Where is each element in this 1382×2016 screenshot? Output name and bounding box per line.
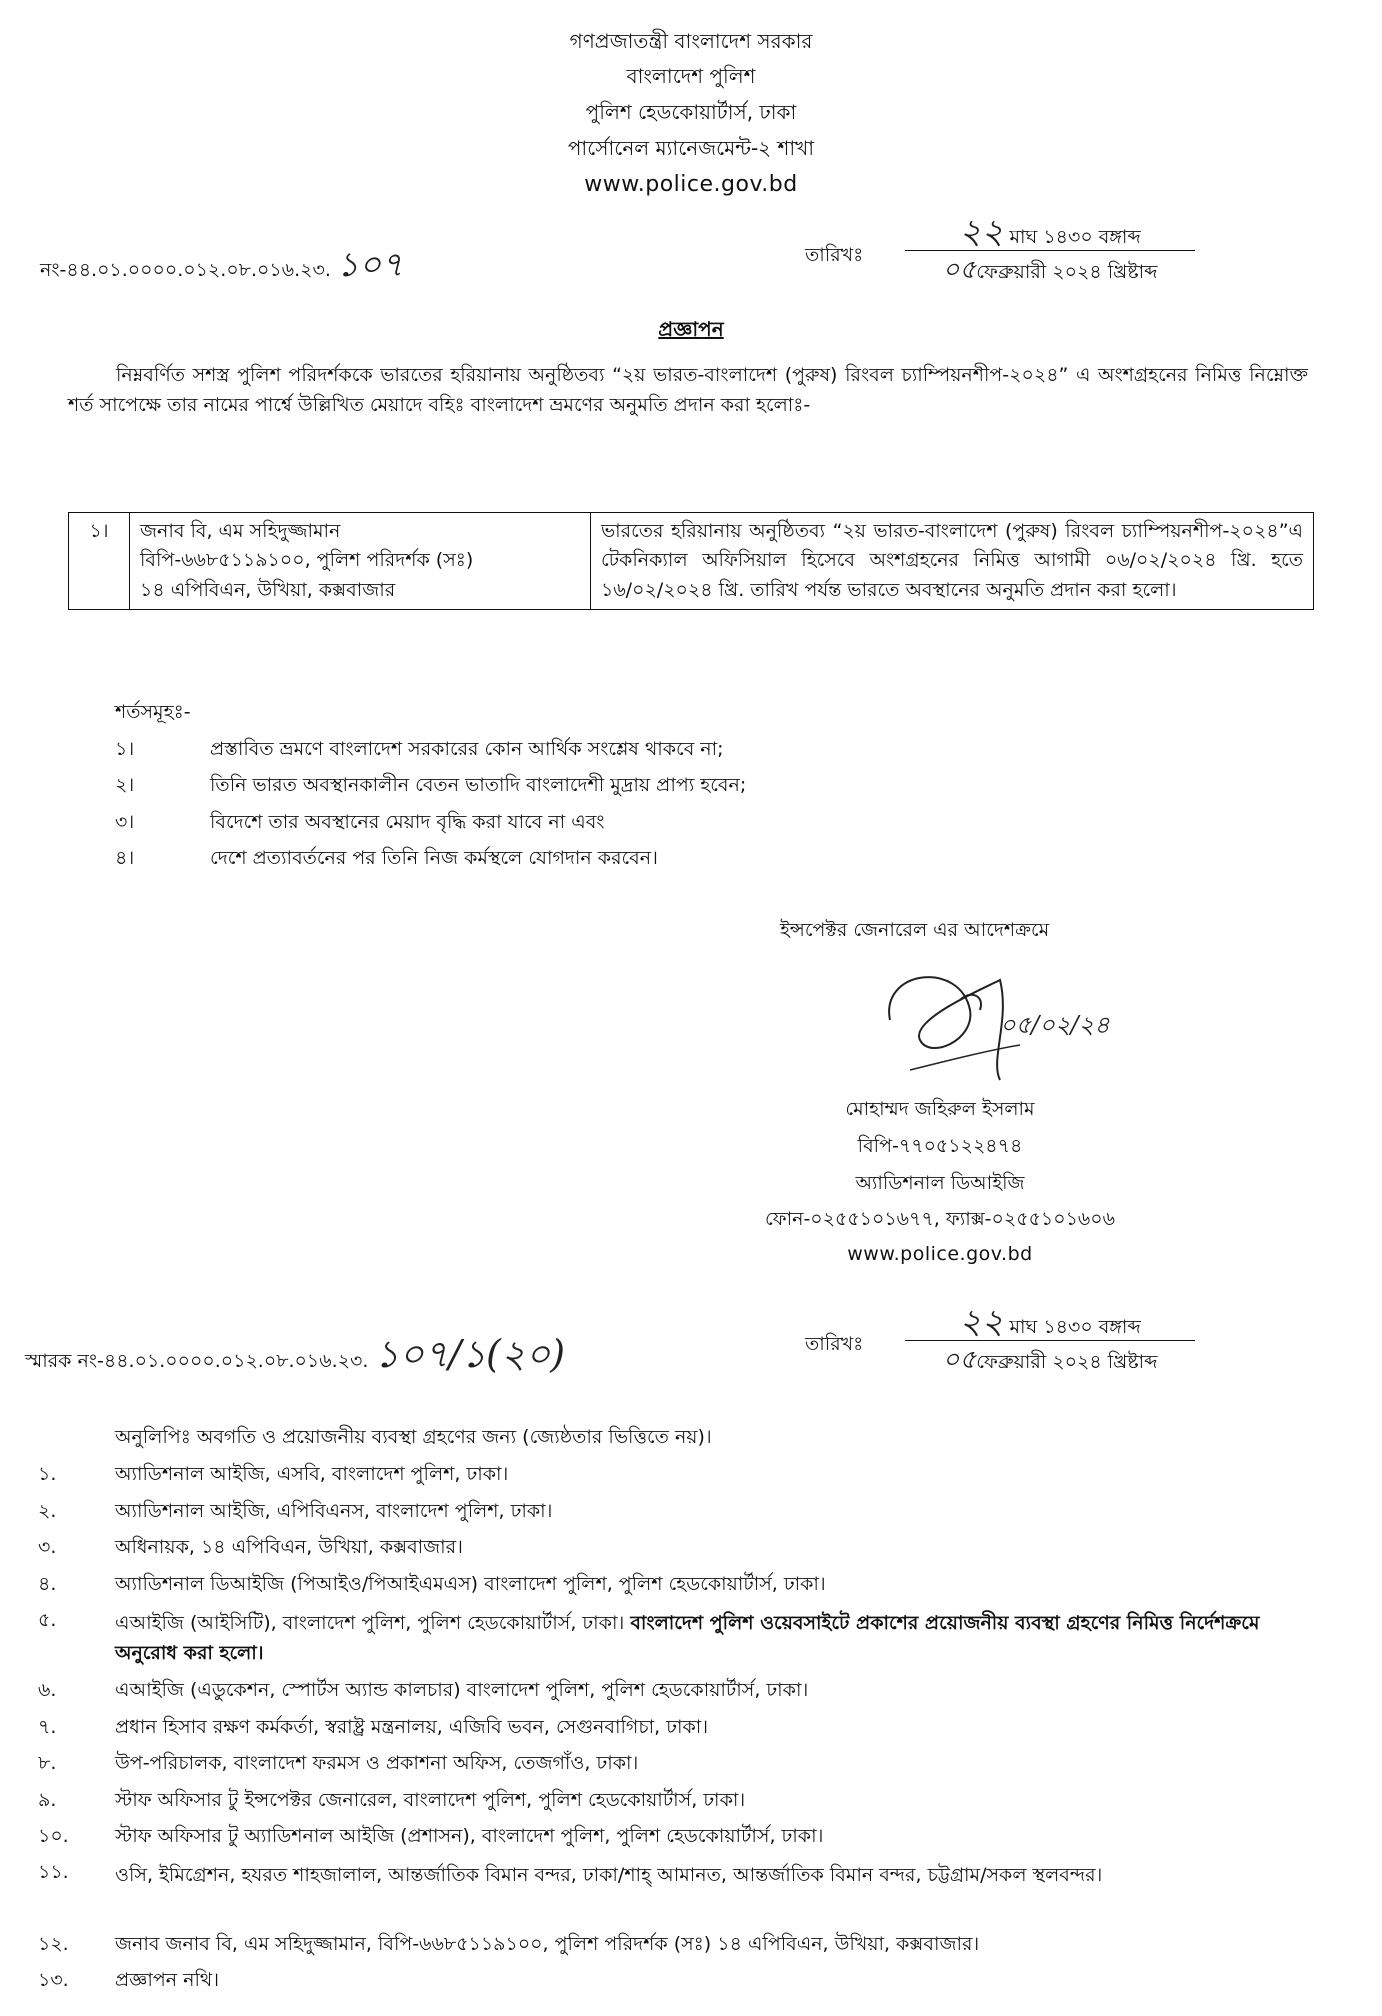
list-item: ২। তিনি ভারত অবস্থানকালীন বেতন ভাতাদি বাংলাদেশী মুদ্রায় প্রাপ্য হবেন; xyxy=(115,774,747,796)
table-row xyxy=(69,513,1314,610)
list-item: ১। প্রস্তাবিত ভ্রমণে বাংলাদেশ সরকারের কোন আর্থিক সংশ্লেষ থাকবে না; xyxy=(115,738,724,760)
table-person xyxy=(130,513,591,610)
list-item: ২. অ্যাডিশনাল আইজি, এপিবিএনস, বাংলাদেশ পুলিশ, ঢাকা। xyxy=(38,1500,553,1522)
memo2-date-divider xyxy=(905,1340,1195,1341)
memo2-date-english: ফেব্রুয়ারী ২০২৪ খ্রিষ্টাব্দ xyxy=(976,1351,1158,1373)
order-line: ইন্সপেক্টর জেনারেল এর আদেশক্রমে xyxy=(780,919,1050,941)
list-item: ১১. ওসি, ইমিগ্রেশন, হযরত শাহজালাল, আন্তর্জাতিক বিমান বন্দর, ঢাকা/শাহ্ আমানত, আন্তর্জাতিক বিমান বন্দর, চট্টগ্রাম/সকল স্থলবন্দর। xyxy=(38,1861,1103,1886)
memo2-date-eng-day: ০৫ xyxy=(942,1345,977,1375)
list-item: ৩. অধিনায়ক, ১৪ এপিবিএন, উখিয়া, কক্সবাজার। xyxy=(38,1536,463,1558)
signer-bp: বিপি-৭৭০৫১২২৪৭৪ xyxy=(857,1135,1023,1157)
list-item: ১. অ্যাডিশনাল আইজি, এসবি, বাংলাদেশ পুলিশ, ঢাকা। xyxy=(38,1463,509,1485)
memo2-date-label: তারিখঃ xyxy=(805,1333,864,1355)
header-branch: পার্সোনেল ম্যানেজমেন্ট-২ শাখা xyxy=(567,136,815,160)
list-item: ৪. অ্যাডিশনাল ডিআইজি (পিআইও/পিআইএমএস) বাংলাদেশ পুলিশ, পুলিশ হেডকোয়ার্টার্স, ঢাকা। xyxy=(38,1573,826,1595)
list-item: ৭. প্রধান হিসাব রক্ষণ কর্মকর্তা, স্বরাষ্ট্র মন্ত্রনালয়, এজিবি ভবন, সেগুনবাগিচা, ঢাকা। xyxy=(38,1716,709,1738)
memo-date-divider xyxy=(905,250,1195,251)
signer-name: মোহাম্মদ জহিরুল ইসলাম xyxy=(845,1098,1035,1120)
table-details: ভারতের হরিয়ানায় অনুষ্ঠিতব্য “২য় ভারত-বাংলাদেশ (পুরুষ) রিংবল চ্যাম্পিয়নশীপ-২০২৪”এ টেকনিক্যাল অফিসিয়াল হিসেবে অংশগ্রহনের নিমিত্ত আগামী ০৬/০২/২০২৪ খ্রি. হতে ১৬/০২/২০২৪ খ্রি. তারিখ পর্যন্ত ভারতে অবস্থানের অনুমতি প্রদান করা হলো। xyxy=(591,513,1314,610)
memo-number-prefix: নং-৪৪.০১.০০০০.০১২.০৮.০১৬.২৩. xyxy=(40,259,331,281)
list-item: ১২. জনাব জনাব বি, এম সহিদুজ্জামান, বিপি-৬৬৮৫১১৯১০০, পুলিশ পরিদর্শক (সঃ) ১৪ এপিবিএন, উখিয়া, কক্সবাজার। xyxy=(38,1933,980,1955)
table-serial: ১। xyxy=(69,513,130,610)
list-item: ৩। বিদেশে তার অবস্থানের মেয়াদ বৃদ্ধি করা যাবে না এবং xyxy=(115,811,605,833)
notice-title: প্রজ্ঞাপন xyxy=(658,317,724,341)
permission-table xyxy=(68,512,1314,610)
list-item: ১৩. প্রজ্ঞাপন নথি। xyxy=(38,1969,220,1991)
memo-date-english: ফেব্রুয়ারী ২০২৪ খ্রিষ্টাব্দ xyxy=(976,261,1158,283)
memo-number-handwritten: ১০৭ xyxy=(336,245,404,285)
memo-date-bangla: মাঘ ১৪৩০ বঙ্গাব্দ xyxy=(1009,226,1141,248)
list-item: ১০. স্টাফ অফিসার টু অ্যাডিশনাল আইজি (প্রশাসন), বাংলাদেশ পুলিশ, পুলিশ হেডকোয়ার্টার্স, ঢাকা। xyxy=(38,1825,824,1847)
header-police: বাংলাদেশ পুলিশ xyxy=(626,64,756,88)
list-item: ৫. এআইজি (আইসিটি), বাংলাদেশ পুলিশ, পুলিশ হেডকোয়ার্টার্স, ঢাকা। বাংলাদেশ পুলিশ ওয়েবসাইটে প্রকাশের প্রয়োজনীয় ব্যবস্থা গ্রহণের নিমিত্ত নির্দেশক্রমে অনুরোধ করা হলো। xyxy=(38,1609,1260,1665)
memo-date-day: ২২ xyxy=(959,212,1004,252)
header-website[interactable]: www.police.gov.bd xyxy=(584,172,798,197)
signature-date: ০৫/০২/২৪ xyxy=(1000,1011,1110,1039)
list-item: ৯. স্টাফ অফিসার টু ইন্সপেক্টর জেনারেল, বাংলাদেশ পুলিশ, পুলিশ হেডকোয়ার্টার্স, ঢাকা। xyxy=(38,1789,746,1811)
memo2-date-bangla: মাঘ ১৪৩০ বঙ্গাব্দ xyxy=(1009,1316,1141,1338)
memo-date-label: তারিখঃ xyxy=(805,244,864,266)
copy-heading: অনুলিপিঃ অবগতি ও প্রয়োজনীয় ব্যবস্থা গ্রহণের জন্য (জ্যেষ্ঠতার ভিত্তিতে নয়)। xyxy=(115,1426,712,1448)
signer-contact: ফোন-০২৫৫১০১৬৭৭, ফ্যাক্স-০২৫৫১০১৬০৬ xyxy=(765,1208,1115,1230)
person-name: জনাব বি, এম সহিদুজ্জামান xyxy=(140,520,341,542)
header-govt: গণপ্রজাতন্ত্রী বাংলাদেশ সরকার xyxy=(569,29,813,53)
signer-website[interactable]: www.police.gov.bd xyxy=(847,1243,1033,1265)
memo2-number-handwritten: ১০৭/১(২০) xyxy=(374,1332,566,1376)
memo-date-eng-day: ০৫ xyxy=(942,255,977,285)
memo-number xyxy=(40,243,403,287)
list-item: ৬. এআইজি (এডুকেশন, স্পোর্টস অ্যান্ড কালচার) বাংলাদেশ পুলিশ, পুলিশ হেডকোয়ার্টার্স, ঢাকা। xyxy=(38,1679,809,1701)
web-publish-request: বাংলাদেশ পুলিশ ওয়েবসাইটে প্রকাশের প্রয়োজনীয় ব্যবস্থা গ্রহণের নিমিত্ত নির্দেশক্রমে অনুরোধ করা হলো। xyxy=(115,1612,1260,1665)
person-bp: বিপি-৬৬৮৫১১৯১০০, পুলিশ পরিদর্শক (সঃ) xyxy=(140,549,474,572)
memo2-number xyxy=(25,1330,565,1379)
header-hq: পুলিশ হেডকোয়ার্টার্স, ঢাকা xyxy=(585,100,797,124)
person-unit: ১৪ এপিবিএন, উখিয়া, কক্সবাজার xyxy=(140,578,396,601)
intro-paragraph: নিম্নবর্ণিত সশস্ত্র পুলিশ পরিদর্শককে ভারতের হরিয়ানায় অনুষ্ঠিতব্য “২য় ভারত-বাংলাদেশ (পুরুষ) রিংবল চ্যাম্পিয়নশীপ-২০২৪” এ অংশগ্রহনের নিমিত্ত নিম্নোক্ত শর্ত সাপেক্ষে তার নামের পার্শ্বে উল্লিখিত মেয়াদে বহিঃ বাংলাদেশ ভ্রমণের অনুমতি প্রদান করা হলোঃ- xyxy=(68,364,1308,417)
memo2-number-prefix: স্মারক নং-৪৪.০১.০০০০.০১২.০৮.০১৬.২৩. xyxy=(25,1350,369,1372)
list-item: ৮. উপ-পরিচালক, বাংলাদেশ ফরমস ও প্রকাশনা অফিস, তেজগাঁও, ঢাকা। xyxy=(38,1752,639,1774)
memo2-date-day: ২২ xyxy=(959,1302,1004,1342)
list-item: ৪। দেশে প্রত্যাবর্তনের পর তিনি নিজ কর্মস্থলে যোগদান করবেন। xyxy=(115,847,658,869)
signer-designation: অ্যাডিশনাল ডিআইজি xyxy=(855,1172,1025,1194)
conditions-heading: শর্তসমূহঃ- xyxy=(115,701,191,723)
